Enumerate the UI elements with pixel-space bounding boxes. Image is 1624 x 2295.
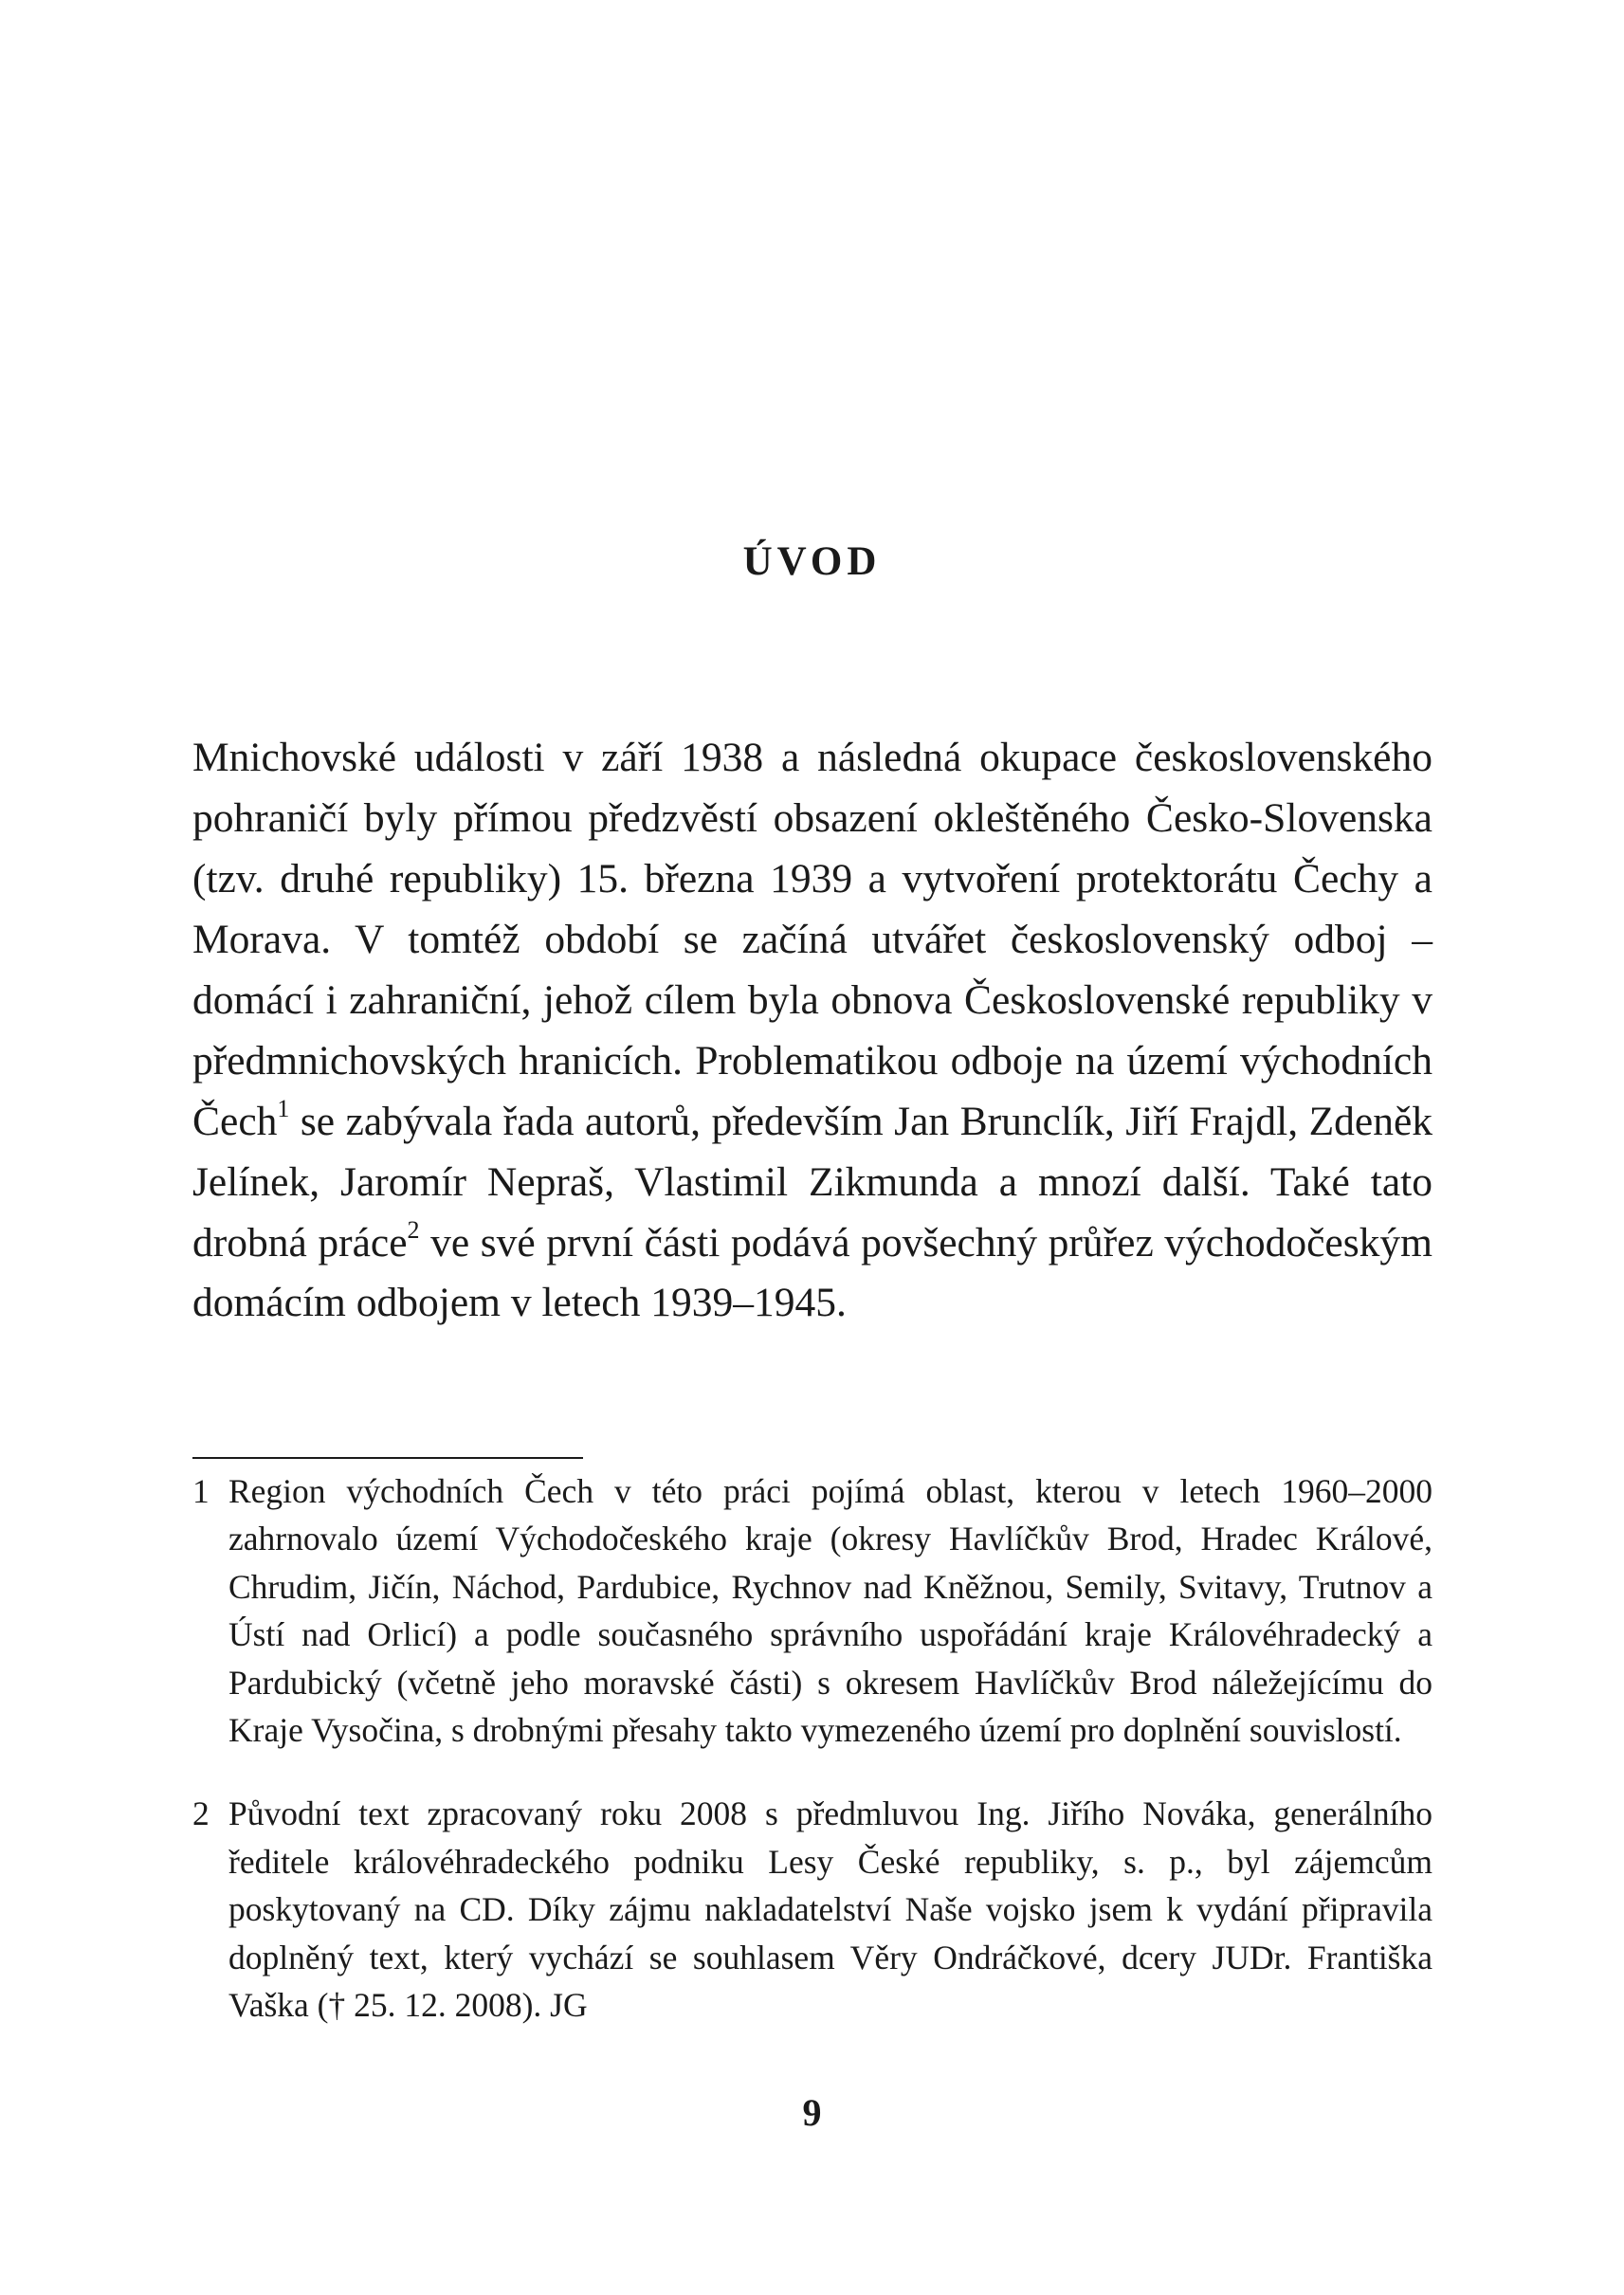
footnote-divider bbox=[192, 1457, 583, 1459]
footnote-text: Region východních Čech v této práci pojímá oblast, kterou v letech 1960–2000 zahrnovalo území Východočeského kraje (okresy Havlíčkův Brod, Hradec Králové, Chrudim, Jičín, Náchod, Pardubice, Rychnov nad Kněžnou, Semily, Svitavy, Trutnov a Ústí nad Orlicí) a podle současného správního uspořádání kraje Královéhradecký a Pardubický (včetně jeho moravské části) s okresem Havlíčkův Brod náležejícímu do Kraje Vysočina, s drobnými přesahy takto vymezeného území pro doplnění souvislostí. bbox=[228, 1472, 1432, 1750]
footnote-number: 1 bbox=[192, 1472, 210, 1510]
body-paragraph bbox=[192, 728, 1432, 1334]
footnote-text: Původní text zpracovaný roku 2008 s předmluvou Ing. Jiřího Nováka, generálního ředitele královéhradeckého podniku Lesy České republiky, s. p., byl zájemcům poskytovaný na CD. Díky zájmu nakladatelství Naše vojsko jsem k vydání připravila doplněný text, který vychází se souhlasem Věry Ondráčkové, dcery JUDr. Františka Vaška († 25. 12. 2008). JG bbox=[228, 1794, 1432, 2025]
footnotes bbox=[192, 1467, 1432, 2065]
footnote-1 bbox=[192, 1467, 1432, 1754]
page-number: 9 bbox=[802, 2091, 822, 2134]
body-text-part-3: ve své první části podává povšechný průřez východočeským domácím odbojem v letech 1939–1945. bbox=[192, 1219, 1432, 1326]
body-text-part-2: se zabývala řada autorů, především Jan Brunclík, Jiří Frajdl, Zdeněk Jelínek, Jaromír Nepraš, Vlastimil Zikmunda a mnozí další. Také tato drobná práce bbox=[192, 1098, 1432, 1266]
chapter-title: ÚVOD bbox=[742, 539, 882, 584]
body-text-part-1: Mnichovské události v září 1938 a následná okupace československého pohraničí byly přímou předzvěstí obsazení okleštěného Česko-Slovenska (tzv. druhé republiky) 15. března 1939 a vytvoření protektorátu Čechy a Morava. V tomtéž období se začíná utvářet československý odboj – domácí i zahraniční, jehož cílem byla obnova Československé republiky v předmnichovských hranicích. Problematikou odboje na území východních Čech bbox=[192, 735, 1432, 1144]
footnote-reference-1[interactable]: 1 bbox=[277, 1095, 290, 1123]
footnote-number: 2 bbox=[192, 1794, 210, 1833]
footnote-reference-2[interactable]: 2 bbox=[407, 1216, 420, 1245]
footnote-2 bbox=[192, 1790, 1432, 2029]
